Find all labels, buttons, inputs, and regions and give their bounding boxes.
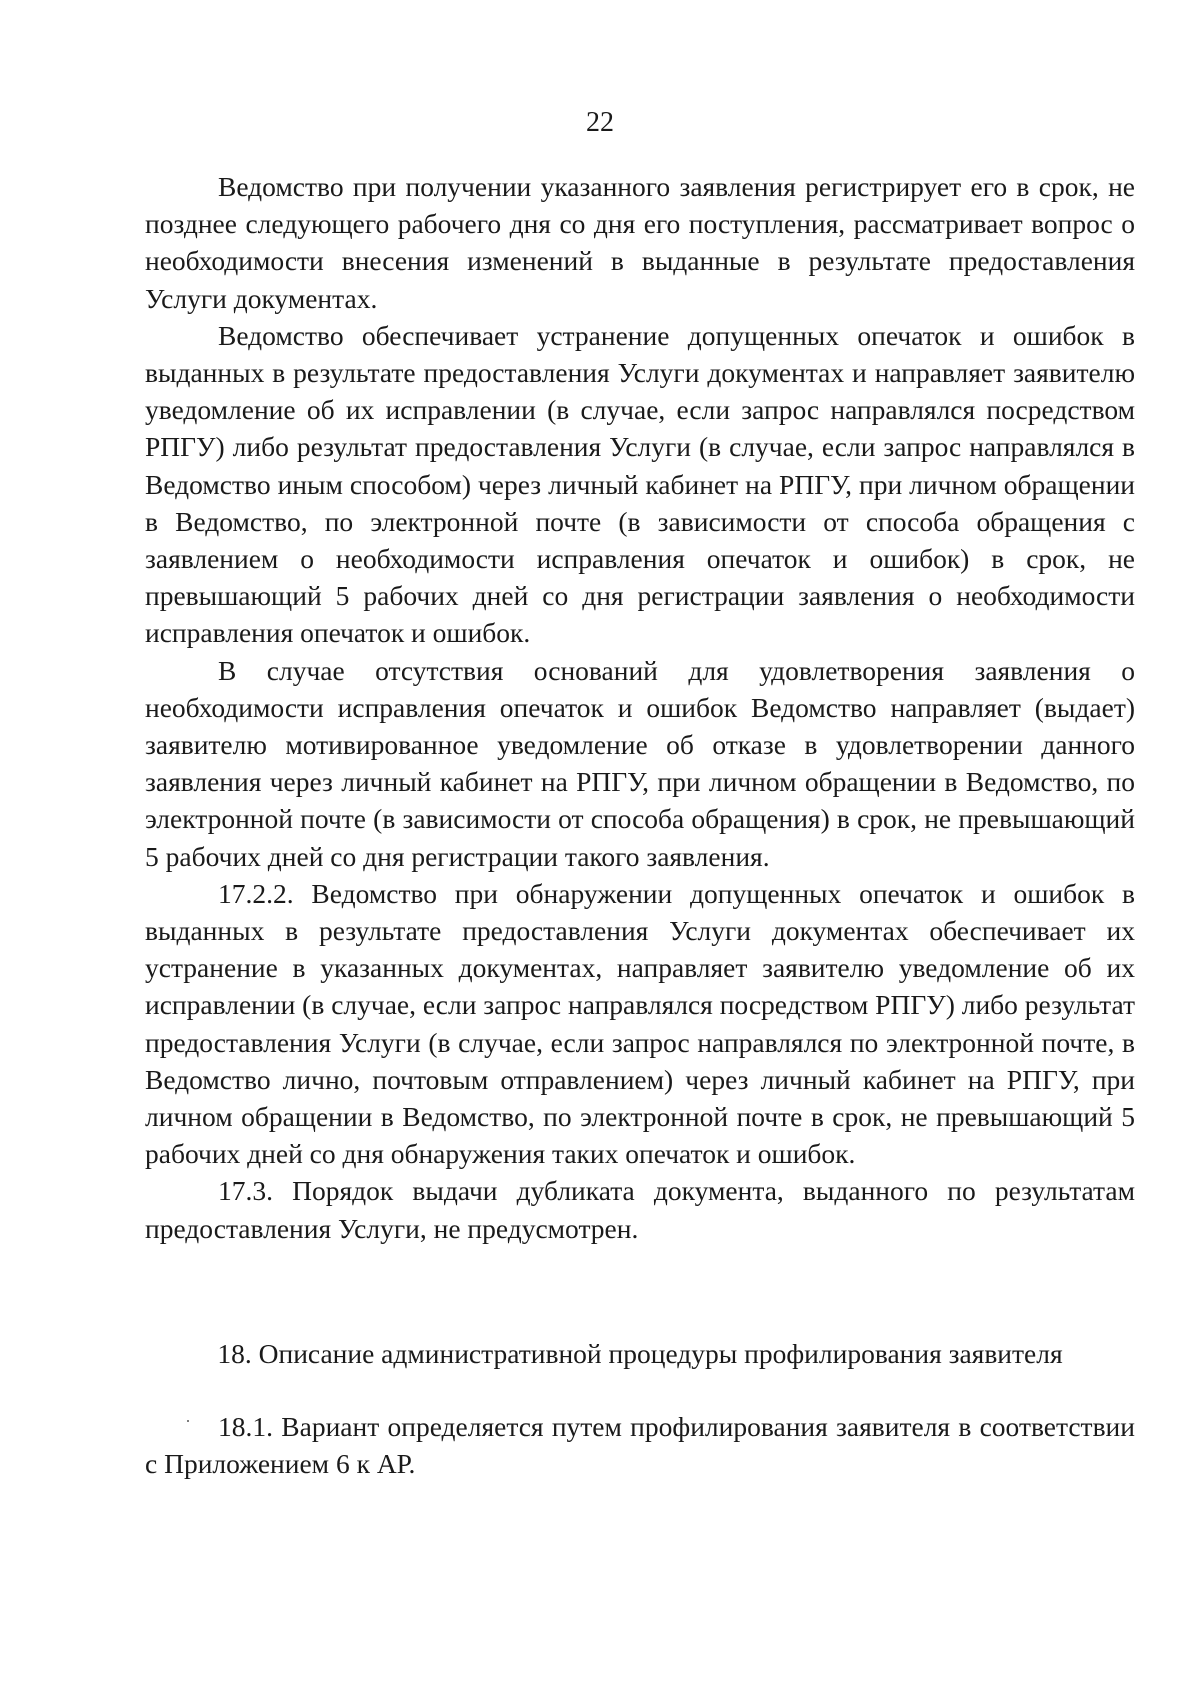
paragraph-18-1: 18.1. Вариант определяется путем профилирования заявителя в соответствии с Приложением 6 к АР. bbox=[145, 1411, 1135, 1480]
paragraph-refusal: В случае отсутствия оснований для удовлетворения заявления о необходимости исправления опечаток и ошибок Ведомство направляет (выдает) заявителю мотивированное уведомление об отказе в удовлетворении данного заявления через личный кабинет на РПГУ, при личном обращении в Ведомство, по электронной почте (в зависимости от способа обращения) в срок, не превышающий 5 рабочих дней со дня регистрации такого заявления. bbox=[145, 654, 1135, 872]
section-heading-18: 18. Описание административной процедуры профилирования заявителя bbox=[217, 1338, 1063, 1369]
paragraph-17-3: 17.3. Порядок выдачи дубликата документа, выданного по результатам предоставления Услуги, не предусмотрен. bbox=[145, 1175, 1135, 1244]
paragraph-error-correction: Ведомство обеспечивает устранение допущенных опечаток и ошибок в выданных в результате предоставления Услуги документах и направляет заявителю уведомление об их исправлении (в случае, если запрос направлялся посредством РПГУ) либо результат предоставления Услуги (в случае, если запрос направлялся в Ведомство иным способом) через личный кабинет на РПГУ, при личном обращении в Ведомство, по электронной почте (в зависимости от способа обращения с заявлением о необходимости исправления опечаток и ошибок) в срок, не превышающий 5 рабочих дней со дня регистрации заявления о необходимости исправления опечаток и ошибок. bbox=[145, 319, 1135, 649]
page-number: 22 bbox=[586, 107, 614, 138]
paragraph-17-2-2: 17.2.2. Ведомство при обнаружении допущенных опечаток и ошибок в выданных в результате предоставления Услуги документах обеспечивает их устранение в указанных документах, направляет заявителю уведомление об их исправлении (в случае, если запрос направлялся посредством РПГУ) либо результат предоставления Услуги (в случае, если запрос направлялся по электронной почте, в Ведомство лично, почтовым отправлением) через личный кабинет на РПГУ, при личном обращении в Ведомство, по электронной почте в срок, не превышающий 5 рабочих дней со дня обнаружения таких опечаток и ошибок. bbox=[145, 877, 1135, 1170]
scan-speck bbox=[187, 1420, 189, 1422]
section-18-body bbox=[145, 1408, 1135, 1482]
paragraph-registration: Ведомство при получении указанного заявления регистрирует его в срок, не позднее следующего рабочего дня со дня его поступления, рассматривает вопрос о необходимости внесения изменений в выданные в результате предоставления Услуги документах. bbox=[145, 171, 1135, 314]
document-body bbox=[145, 168, 1135, 1247]
